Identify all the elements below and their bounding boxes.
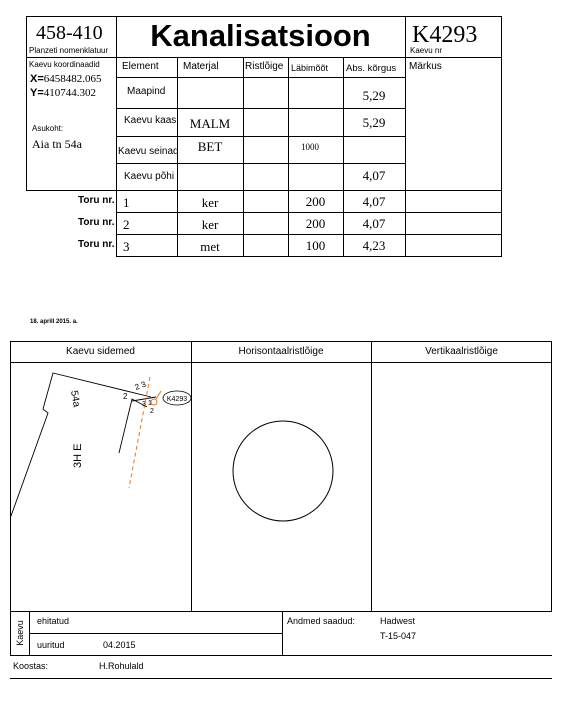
address-label: Asukoht: bbox=[32, 124, 64, 133]
source-company: Hadwest bbox=[380, 616, 416, 626]
pipe-diameter: 200 bbox=[305, 216, 326, 231]
col-header-section: Ristlõige bbox=[245, 61, 284, 72]
coord-y: Y=410744.302 bbox=[30, 87, 97, 99]
source-code: T-15-047 bbox=[380, 631, 417, 641]
pipe-num-23: 2 3 bbox=[133, 379, 148, 392]
row-element: Kaevu kaas bbox=[124, 115, 177, 126]
row-height: 4,07 bbox=[362, 168, 386, 183]
connections-sketch bbox=[11, 363, 191, 612]
page-title: Kanalisatsioon bbox=[150, 18, 371, 53]
row-element: Kaevu põhi bbox=[124, 171, 175, 182]
pipe-label: Toru nr. bbox=[78, 217, 115, 228]
row-diameter: 1000 bbox=[301, 142, 319, 152]
panel-title-vertical: Vertikaalristlõige bbox=[425, 346, 498, 357]
row-element: Maapind bbox=[127, 86, 166, 97]
pipe-line-1 bbox=[129, 377, 150, 488]
source-label: Andmed saadud: bbox=[287, 616, 356, 626]
document-date: 18. aprill 2015. a. bbox=[30, 319, 78, 325]
surveyed-date: 04.2015 bbox=[103, 640, 136, 650]
panel-title-horizontal: Horisontaalristlõige bbox=[238, 346, 324, 357]
horizontal-section bbox=[192, 363, 371, 612]
row-height: 5,29 bbox=[362, 115, 386, 130]
footer-side-label: Kaevu bbox=[15, 620, 25, 646]
building-number: 54a bbox=[68, 389, 82, 408]
address: Aia tn 54a bbox=[32, 137, 82, 151]
coord-x: X=6458482.065 bbox=[30, 73, 102, 85]
row-element: Kaevu seinad bbox=[118, 146, 179, 157]
pipe-height: 4,07 bbox=[362, 194, 386, 209]
col-header-height: Abs. kõrgus bbox=[346, 63, 397, 74]
pipe-height: 4,07 bbox=[362, 216, 386, 231]
pipe-label: Toru nr. bbox=[78, 195, 115, 206]
pipe-material: ker bbox=[201, 217, 219, 232]
pipe-diameter: 100 bbox=[305, 238, 326, 253]
pipe-nr: 3 bbox=[123, 239, 130, 254]
row-material: MALM bbox=[189, 116, 231, 131]
col-header-diameter: Läbimõõt bbox=[291, 63, 329, 73]
pipe-line-2 bbox=[156, 391, 161, 399]
pipe-num-3: 3 bbox=[142, 401, 146, 408]
well-circle bbox=[233, 421, 333, 521]
row-material: BET bbox=[197, 139, 223, 154]
pipe-height: 4,23 bbox=[362, 238, 386, 253]
well-id: K4293 bbox=[412, 22, 478, 48]
coords-label: Kaevu koordinaadid bbox=[29, 60, 100, 69]
pipe-label: Toru nr. bbox=[78, 239, 115, 250]
col-header-material: Materjal bbox=[183, 61, 219, 72]
row-height: 5,29 bbox=[362, 88, 386, 103]
pipe-material: met bbox=[200, 239, 220, 254]
plan-label: Planzeti nomenklatuur bbox=[29, 46, 109, 55]
col-header-note: Märkus bbox=[409, 61, 442, 72]
pipe-num-2-left: 2 bbox=[123, 392, 128, 401]
pipe-num-1: 1 bbox=[148, 400, 152, 407]
well-label: Kaevu nr bbox=[410, 46, 443, 55]
panel-title-connections: Kaevu sidemed bbox=[66, 346, 135, 357]
surveyed-label: uuritud bbox=[37, 640, 65, 650]
built-label: ehitatud bbox=[37, 616, 70, 626]
pipe-material: ker bbox=[201, 195, 219, 210]
pipe-diameter: 200 bbox=[305, 194, 326, 209]
well-tag-text: K4293 bbox=[166, 396, 188, 403]
pipe-num-2: 2 bbox=[150, 408, 154, 415]
plan-number: 458-410 bbox=[36, 22, 103, 44]
author-name: H.Rohulald bbox=[99, 661, 144, 671]
pipe-nr: 1 bbox=[123, 195, 130, 210]
pipe-nr: 2 bbox=[123, 217, 130, 232]
author-label: Koostas: bbox=[13, 661, 49, 671]
col-header-element: Element bbox=[122, 61, 159, 72]
street-label: 3H E bbox=[72, 443, 84, 468]
